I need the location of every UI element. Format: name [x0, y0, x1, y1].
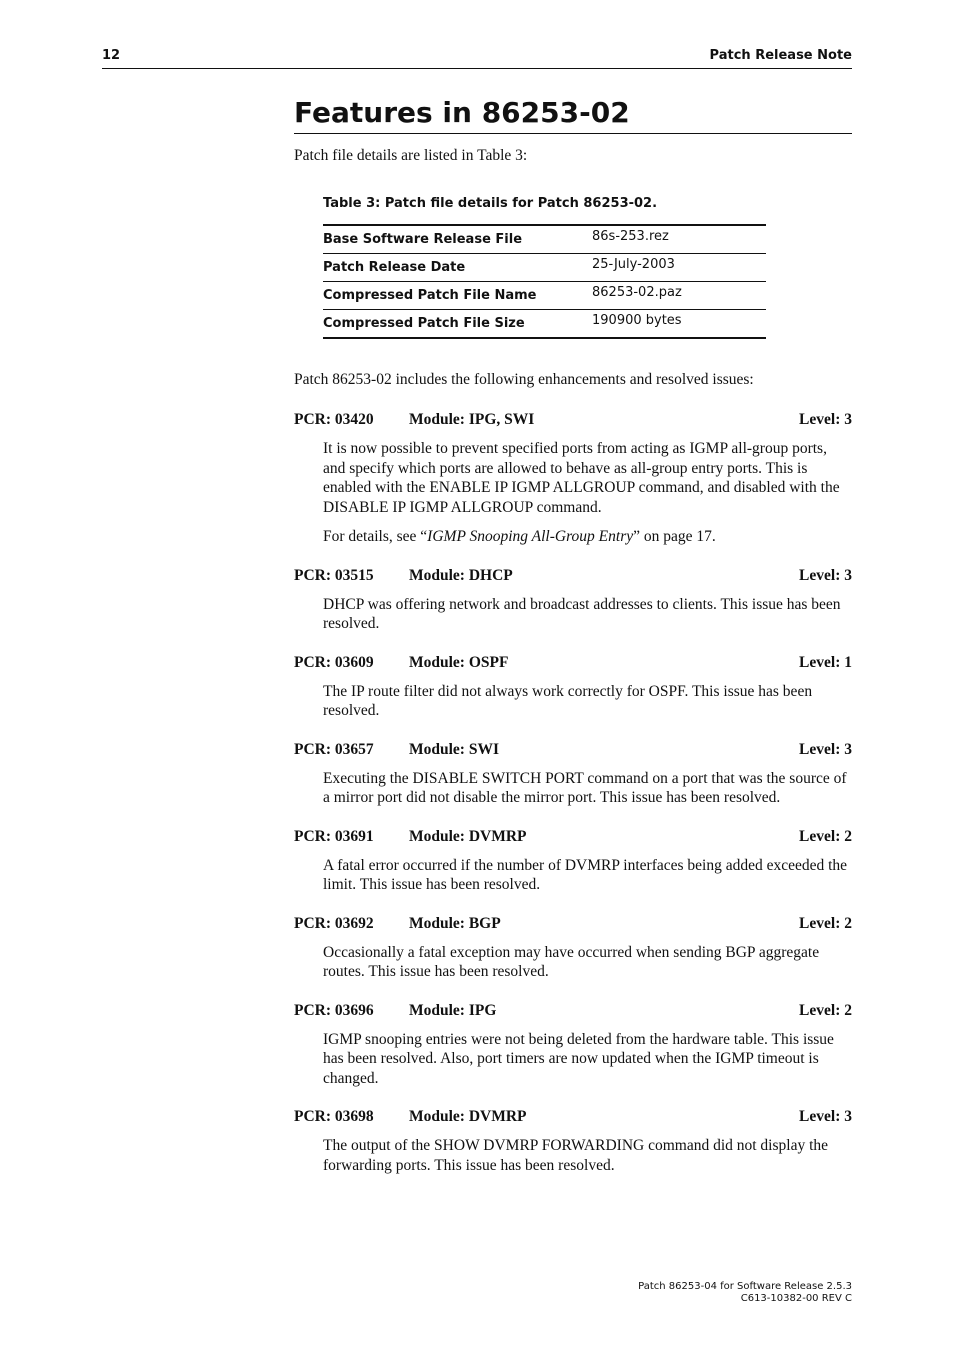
pcr-level: Level: 2	[799, 914, 852, 932]
pcr-reference	[323, 527, 852, 547]
pcr-header	[294, 741, 852, 763]
reference-link[interactable]: IGMP Snooping All-Group Entry	[427, 528, 634, 545]
pcr-description: IGMP snooping entries were not being deleted from the hardware table. This issue has been resolved. Also, port timers are now updated when the IGMP timeout is changed.	[323, 1030, 834, 1087]
row-label: Base Software Release File	[323, 232, 523, 247]
pcr-entry	[294, 567, 852, 634]
footer-line-2: C613-10382-00 REV C	[740, 1293, 852, 1304]
pcr-number: PCR: 03420	[294, 411, 374, 428]
pcr-level: Level: 2	[799, 1001, 852, 1019]
page-number: 12	[102, 48, 121, 63]
pcr-entry	[294, 654, 852, 721]
row-label: Compressed Patch File Size	[323, 316, 525, 331]
pcr-module: Module: OSPF	[409, 653, 509, 671]
reference-prefix: For details, see “	[323, 528, 428, 545]
pcr-number: PCR: 03698	[294, 1108, 374, 1125]
table-caption: Table 3: Patch file details for Patch 86253-02.	[323, 196, 658, 211]
pcr-header	[294, 411, 852, 433]
pcr-description: The output of the SHOW DVMRP FORWARDING command did not display the forwarding ports. This issue has been resolved.	[323, 1137, 829, 1174]
pcr-module: Module: DHCP	[409, 566, 513, 584]
pcr-list	[294, 411, 852, 1195]
pcr-level: Level: 3	[799, 740, 852, 758]
pcr-module: Module: DVMRP	[409, 827, 527, 845]
pcr-module: Module: IPG, SWI	[409, 411, 535, 428]
table-row	[323, 310, 766, 339]
pcr-level: Level: 3	[799, 1108, 852, 1125]
pcr-level: Level: 3	[799, 411, 852, 428]
row-value: 25-July-2003	[592, 257, 675, 272]
pcr-header	[294, 828, 852, 850]
pcr-entry	[294, 411, 852, 547]
intro-text: Patch file details are listed in Table 3:	[294, 147, 528, 164]
pcr-header	[294, 1002, 852, 1024]
pcr-number: PCR: 03696	[294, 1001, 374, 1019]
pcr-level: Level: 1	[799, 653, 852, 671]
header-title: Patch Release Note	[709, 48, 852, 63]
page-header	[102, 48, 852, 69]
pcr-number: PCR: 03657	[294, 740, 374, 758]
pcr-description: Executing the DISABLE SWITCH PORT command on a port that was the source of a mirror port did not disable the mirror port. This issue has been resolved.	[323, 769, 847, 806]
pcr-module: Module: BGP	[409, 914, 501, 932]
pcr-entry	[294, 1002, 852, 1089]
pcr-header	[294, 567, 852, 589]
reference-suffix: ” on page 17.	[633, 528, 716, 545]
table-row	[323, 226, 766, 254]
page-footer	[638, 1281, 852, 1305]
pcr-number: PCR: 03609	[294, 653, 374, 671]
row-value: 86253-02.paz	[592, 285, 682, 300]
pcr-level: Level: 3	[799, 566, 852, 584]
pcr-description: The IP route filter did not always work correctly for OSPF. This issue has been resolved.	[323, 682, 813, 719]
pcr-module: Module: IPG	[409, 1001, 497, 1019]
row-label: Compressed Patch File Name	[323, 288, 537, 303]
pcr-description: DHCP was offering network and broadcast addresses to clients. This issue has been resolved.	[323, 595, 841, 632]
patch-details-table	[323, 224, 766, 339]
pcr-description: A fatal error occurred if the number of DVMRP interfaces being added exceeded the limit. This issue has been resolved.	[323, 856, 848, 893]
pcr-header	[294, 915, 852, 937]
pcr-number: PCR: 03692	[294, 914, 374, 932]
table-row	[323, 254, 766, 282]
pcr-number: PCR: 03515	[294, 566, 374, 584]
pcr-module: Module: SWI	[409, 740, 499, 758]
pcr-description: Occasionally a fatal exception may have occurred when sending BGP aggregate routes. This issue has been resolved.	[323, 943, 820, 980]
pcr-level: Level: 2	[799, 827, 852, 845]
pcr-header	[294, 654, 852, 676]
footer-line-1: Patch 86253-04 for Software Release 2.5.3	[638, 1281, 852, 1292]
table-row	[323, 282, 766, 310]
pcr-module: Module: DVMRP	[409, 1108, 527, 1125]
row-value: 86s-253.rez	[592, 229, 669, 244]
pcr-entry	[294, 828, 852, 895]
pcr-entry	[294, 915, 852, 982]
row-value: 190900 bytes	[592, 313, 682, 328]
pcr-description: It is now possible to prevent specified ports from acting as IGMP all-group ports, and specify which ports are allowed to behave as all-group entry ports. This is enabled with the ENABLE IP IGMP ALLGROUP command, and disabled with the DISABLE IP IGMP ALLGROUP command.	[323, 440, 840, 516]
pcr-number: PCR: 03691	[294, 827, 374, 845]
pcr-header	[294, 1108, 852, 1130]
row-label: Patch Release Date	[323, 260, 466, 275]
enhancements-lead: Patch 86253-02 includes the following enhancements and resolved issues:	[294, 371, 754, 388]
pcr-entry	[294, 741, 852, 808]
pcr-entry	[294, 1108, 852, 1175]
section-heading: Features in 86253-02	[294, 96, 852, 134]
